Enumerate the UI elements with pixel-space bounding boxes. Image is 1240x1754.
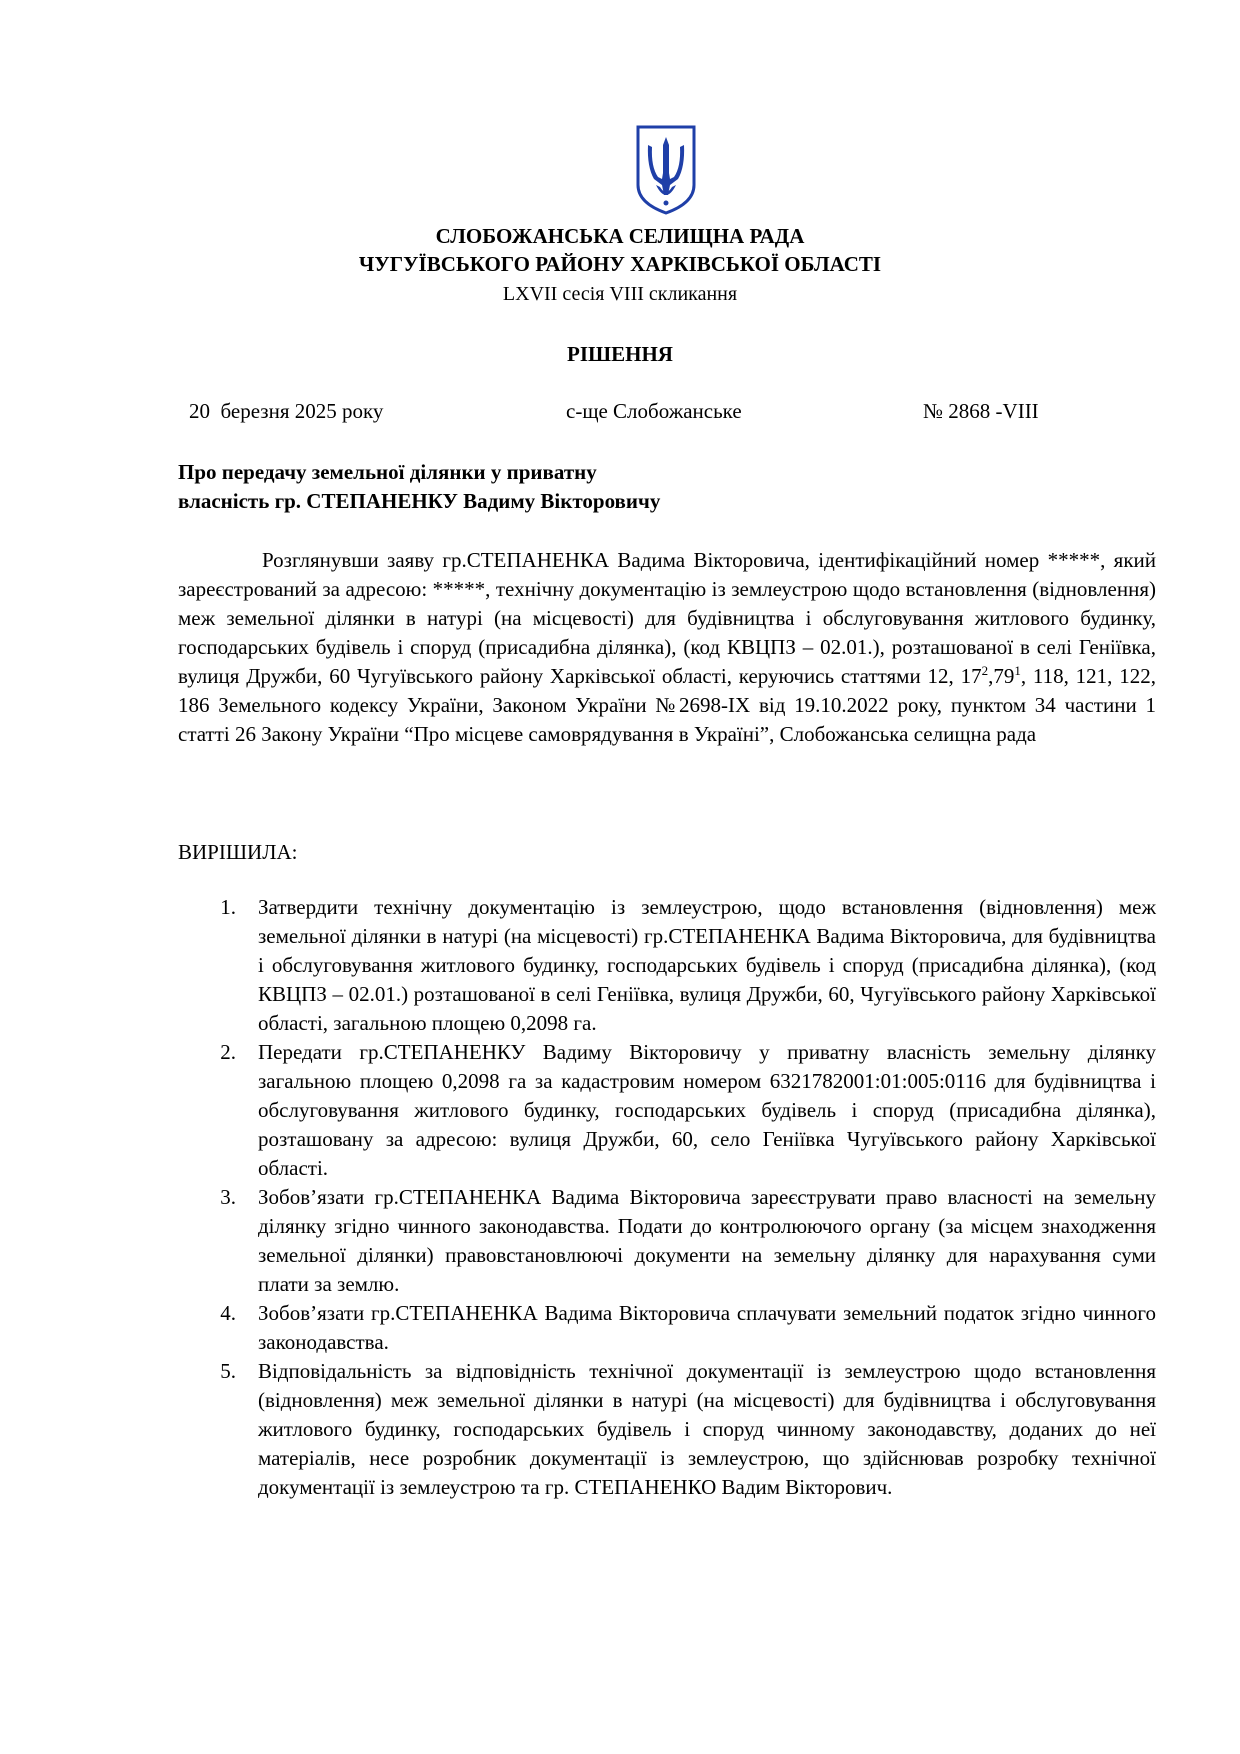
item-text: Затвердити технічну документацію із землеустрою, щодо встановлення (відновлення) меж земельної ділянки в натурі (на місцевості) гр.СТЕПАНЕНКА Вадима Вікторовича, для будівництва і обслуговування житлового будинку, господарських будівель і споруд (присадибна ділянка), (код КВЦПЗ – 02.01.) розташованої в селі Геніївка, вулиця Дружби, 60, Чугуївського району Харківської області, загальною площею 0,2098 га. — [258, 895, 1156, 1035]
item-number: 1. — [220, 895, 236, 919]
subject-line: власність гр. СТЕПАНЕНКУ Вадиму Вікторовичу — [178, 489, 661, 513]
document-subject — [178, 458, 878, 516]
item-number: 5. — [220, 1359, 236, 1383]
preamble-paragraph — [178, 546, 1156, 749]
list-item — [178, 893, 1156, 1038]
decision-list — [178, 893, 1156, 1502]
item-text: Передати гр.СТЕПАНЕНКУ Вадиму Вікторовичу у приватну власність земельну ділянку загальною площею 0,2098 га за кадастровим номером 6321782001:01:005:0116 для будівництва і обслуговування житлового будинку, господарських будівель і споруд (присадибна ділянка), розташовану за адресою: вулиця Дружби, 60, село Геніївка Чугуївського району Харківської області. — [258, 1040, 1156, 1180]
decided-label: ВИРІШИЛА: — [178, 840, 298, 864]
document-number: № 2868 -VIII — [923, 399, 1039, 423]
district-name: ЧУГУЇВСЬКОГО РАЙОНУ ХАРКІВСЬКОЇ ОБЛАСТІ — [358, 252, 882, 276]
list-item — [178, 1038, 1156, 1183]
document-date: 20 березня 2025 року — [189, 399, 384, 423]
item-text: Зобов’язати гр.СТЕПАНЕНКА Вадима Вікторовича сплачувати земельний податок згідно чинного законодавства. — [258, 1301, 1156, 1354]
council-name: СЛОБОЖАНСЬКА СЕЛИЩНА РАДА — [435, 224, 805, 248]
item-text: Відповідальність за відповідність технічної документації із землеустрою щодо встановлення (відновлення) меж земельної ділянки в натурі (на місцевості) для будівництва і обслуговування житлового будинку, господарських будівель і споруд чинному законодавству, доданих до неї матеріалів, несе розробник документації із землеустрою, що здійснював розробку технічної документації із землеустрою та гр. СТЕПАНЕНКО Вадим Вікторович. — [258, 1359, 1156, 1499]
item-number: 2. — [220, 1040, 236, 1064]
item-text: Зобов’язати гр.СТЕПАНЕНКА Вадима Вікторовича зареєструвати право власності на земельну ділянку згідно чинного законодавства. Подати до контролюючого органу (за місцем знаходження земельної ділянки) правовстановлюючі документи на земельну ділянку для нарахування суми плати за землю. — [258, 1185, 1156, 1296]
document-type: РІШЕННЯ — [567, 342, 673, 366]
subject-line: Про передачу земельної ділянки у приватну — [178, 460, 597, 484]
list-item — [178, 1299, 1156, 1357]
superscript: 1 — [1014, 663, 1021, 678]
coat-of-arms-icon — [634, 123, 698, 217]
preamble-text: ,79 — [988, 664, 1015, 688]
item-number: 4. — [220, 1301, 236, 1325]
item-number: 3. — [220, 1185, 236, 1209]
superscript: 2 — [981, 663, 989, 678]
list-item — [178, 1357, 1156, 1502]
list-item — [178, 1183, 1156, 1299]
session-info: LXVII сесія VIII скликання — [502, 283, 738, 305]
preamble-text: , 118, 121, 122, 186 Земельного кодексу України, Законом України №2698-IX від 19.10.2022 року, пунктом 34 частини 1 статті 26 Закону України “Про місцеве самоврядування в Україні”, Слобожанська селищна рада — [178, 664, 1156, 746]
document-place: с-ще Слобожанське — [566, 399, 742, 423]
preamble-text: Розглянувши заяву гр.СТЕПАНЕНКА Вадима Вікторовича, ідентифікаційний номер *****, який зареєстрований за адресою: *****, технічну документацію із землеустрою щодо встановлення (відновлення) меж земельної ділянки в натурі (на місцевості) для будівництва і обслуговування житлового будинку, господарських будівель і споруд (присадибна ділянка), (код КВЦПЗ – 02.01.), розташованої в селі Геніївка, вулиця Дружби, 60 Чугуївського району Харківської області, керуючись статтями 12, 17 — [178, 548, 1156, 688]
